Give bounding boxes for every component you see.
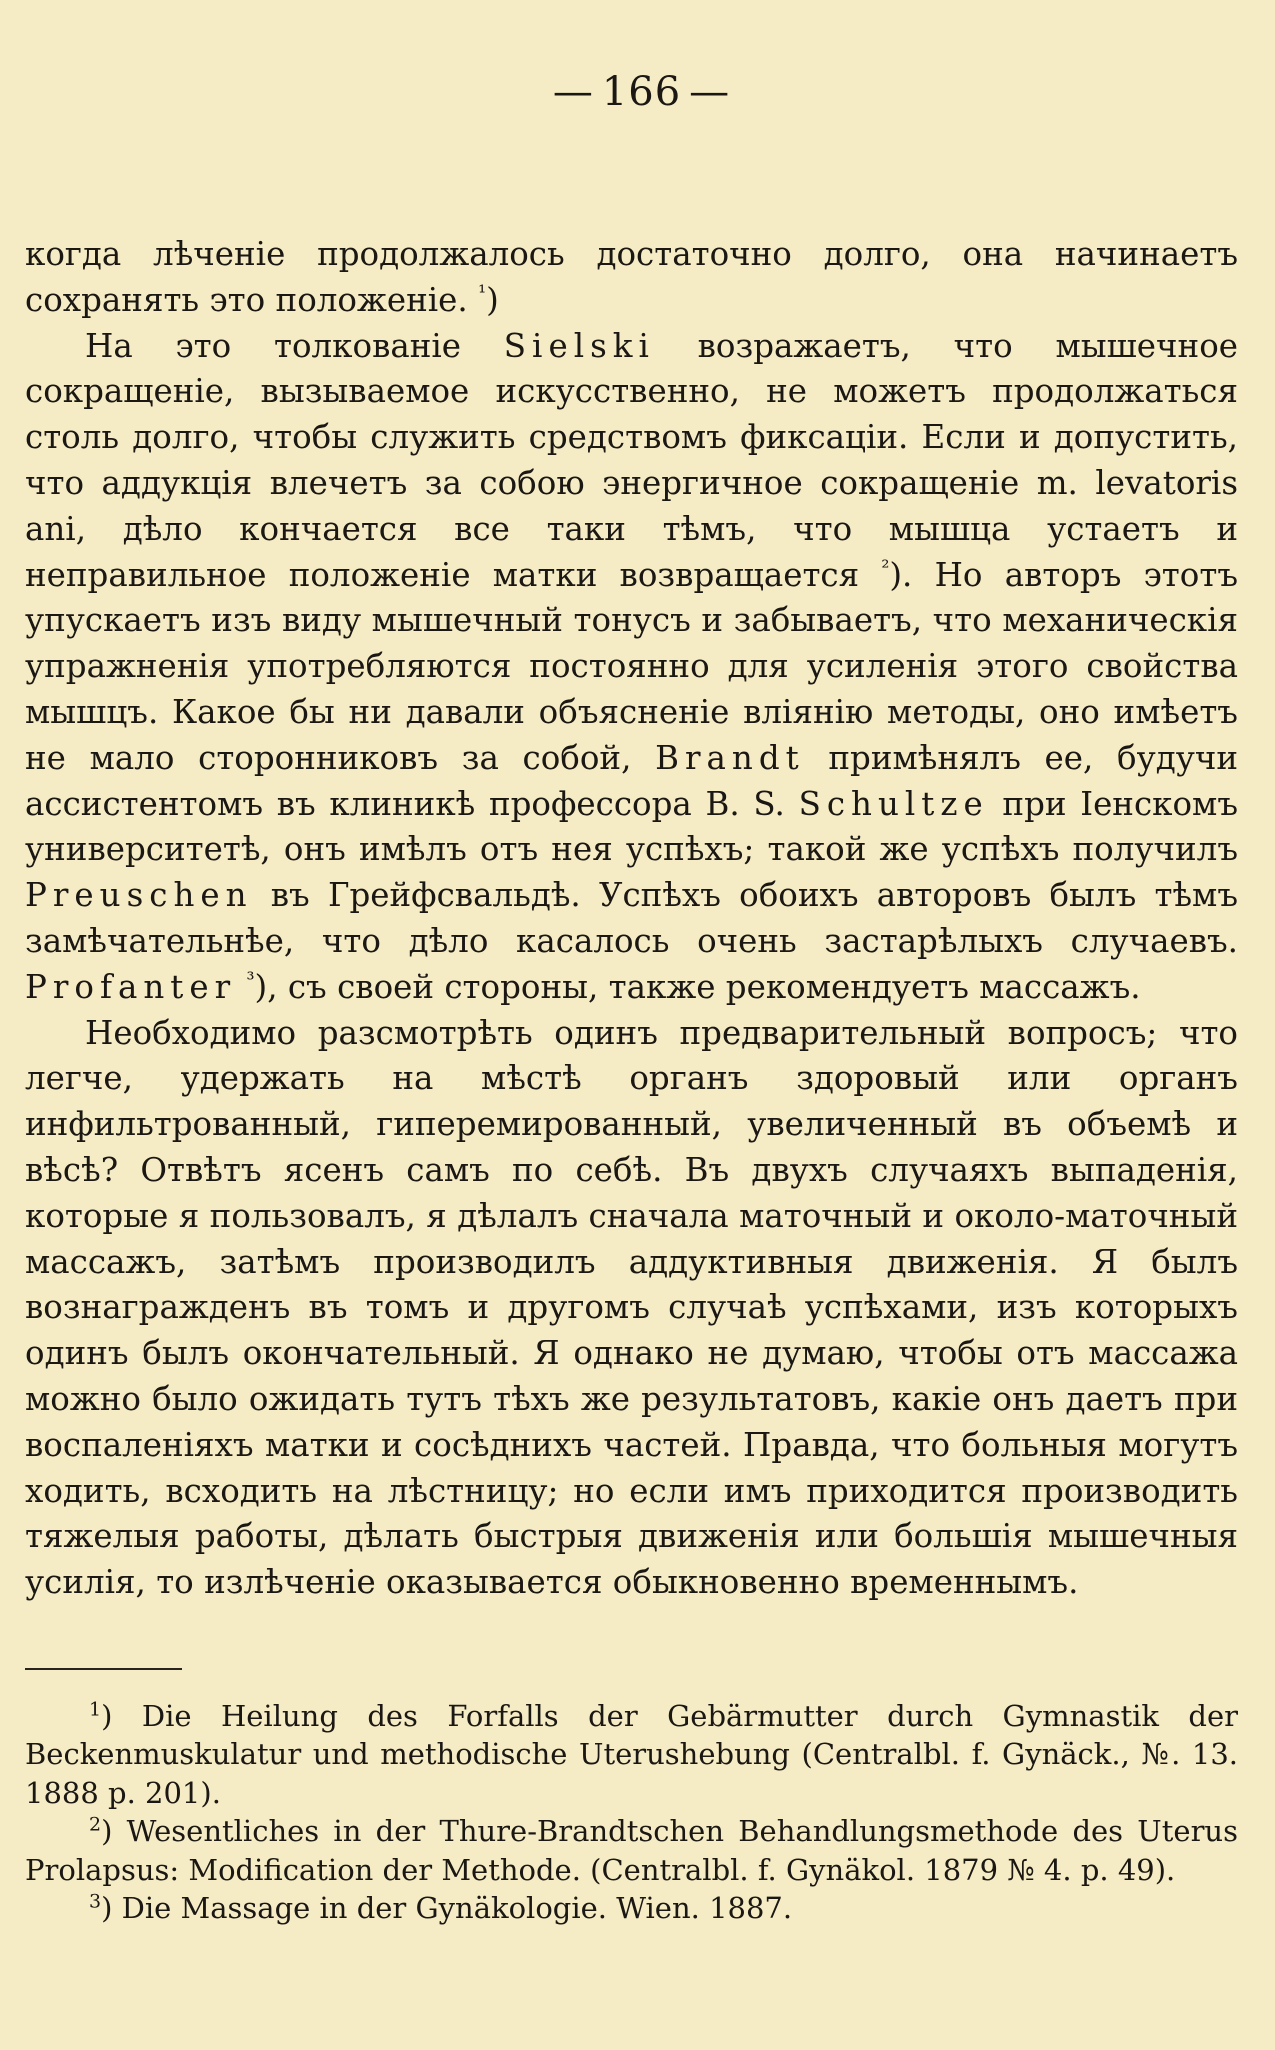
page-number-header: — 166 — [552, 69, 731, 115]
main-text [25, 232, 1238, 1606]
footnote [25, 1697, 1238, 1813]
footnote-mark: 3 [89, 1890, 102, 1913]
author-name: Schultze [798, 784, 989, 823]
author-name: Sielski [503, 326, 655, 365]
paragraph-text: когда лѣченіе продолжалось достаточно долго, она начинаетъ сохранять это положеніе. [25, 235, 1238, 319]
footnote-reference: ² [881, 554, 890, 579]
footnotes [25, 1697, 1238, 1928]
footnote-paren: ) [101, 1891, 122, 1926]
paragraph-text: примѣнялъ ее, будучи ассистентомъ въ клиникѣ профессора B. S. [25, 738, 1238, 823]
footnote-paren: ) [101, 1698, 142, 1733]
footnote-text: Wesentliches in der Thure-Brandtschen Behandlungsmethode des Uterus Prolapsus: Modification der Methode. (Centralbl. f. Gynäkol. 1879 № 4. p. 49). [25, 1814, 1238, 1887]
footnote-text: Die Massage in der Gynäkologie. Wien. 1887. [121, 1891, 793, 1926]
footnote-mark: 2 [89, 1813, 102, 1836]
paragraph-text: ). Но авторъ этотъ упускаетъ изъ виду мышечный тонусъ и забываетъ, что механическія упражненія употребляются постоянно для усиленія этого свойства мышцъ. Какое бы ни давали объясненіе вліянію методы, оно имѣетъ не мало сторонниковъ за собой, [25, 555, 1238, 777]
footnote-text: Die Heilung des Forfalls der Gebärmutter durch Gymnastik der Beckenmuskulatur und methodische Uterushebung (Centralbl. f. Gynäck., №. 13. 1888 p. 201). [25, 1698, 1238, 1810]
page-number: 166 [601, 69, 682, 115]
footnote-paren: ) [101, 1814, 127, 1849]
footnote-reference: ¹ [478, 279, 487, 304]
paragraph-text: Необходимо разсмотрѣть одинъ предварительный вопросъ; что легче, удержать на мѣстѣ органъ здоровый или органъ инфильтрованный, гиперемированный, увеличенный въ объемѣ и вѣсѣ? Отвѣтъ ясенъ самъ по себѣ. Въ двухъ случаяхъ выпаденія, которые я пользовалъ, я дѣлалъ сначала маточный и около-маточный массажъ, затѣмъ производилъ аддуктивныя движенія. Я былъ вознагражденъ въ томъ и другомъ случаѣ успѣхами, изъ которыхъ одинъ былъ окончательный. Я однако не думаю, чтобы отъ массажа можно было ожидать тутъ тѣхъ же результатовъ, какіе онъ даетъ при воспаленіяхъ матки и сосѣднихъ частей. Правда, что больныя могутъ ходить, всходить на лѣстницу; но если имъ приходится производить тяжелыя работы, дѣлать быстрыя движенія или большія мышечныя усилія, то излѣченіе оказывается обыкновенно временнымъ. [25, 1013, 1238, 1602]
footnote [25, 1889, 1238, 1928]
footnote-divider [25, 1668, 182, 1670]
author-name: Preuschen [25, 876, 253, 915]
footnote [25, 1812, 1238, 1889]
paragraph-text: ), съ своей стороны, также рекомендуетъ массажъ. [254, 967, 1141, 1006]
author-name: Brandt [655, 738, 805, 777]
paragraph [25, 232, 1238, 324]
footnote-mark: 1 [89, 1698, 102, 1721]
paragraph-text: ) [486, 280, 499, 319]
paragraph-text [236, 968, 246, 1006]
paragraph-text: возражаетъ, что мышечное сокращеніе, вызываемое искусственно, не можетъ продолжаться столь долго, чтобы служить средствомъ фиксаціи. Если и допустить, что аддукція влечетъ за собою энергичное сокращеніе m. levatoris ani, дѣло кончается все таки тѣмъ, что мышца устаетъ и неправильное положеніе матки возвращается [25, 326, 1238, 594]
footnote-reference: ³ [246, 966, 255, 991]
paragraph [25, 1011, 1238, 1606]
author-name: Profanter [25, 967, 237, 1006]
paragraph-text: при Іенскомъ университетѣ, онъ имѣлъ отъ нея успѣхъ; такой же успѣхъ получилъ [25, 784, 1239, 869]
paragraph-text: На это толкованіе [85, 326, 504, 365]
paragraph-text: въ Грейфсвальдѣ. Успѣхъ обоихъ авторовъ былъ тѣмъ замѣчательнѣе, что дѣло касалось очень застарѣлыхъ случаевъ. [25, 876, 1238, 960]
paragraph [25, 324, 1238, 1011]
